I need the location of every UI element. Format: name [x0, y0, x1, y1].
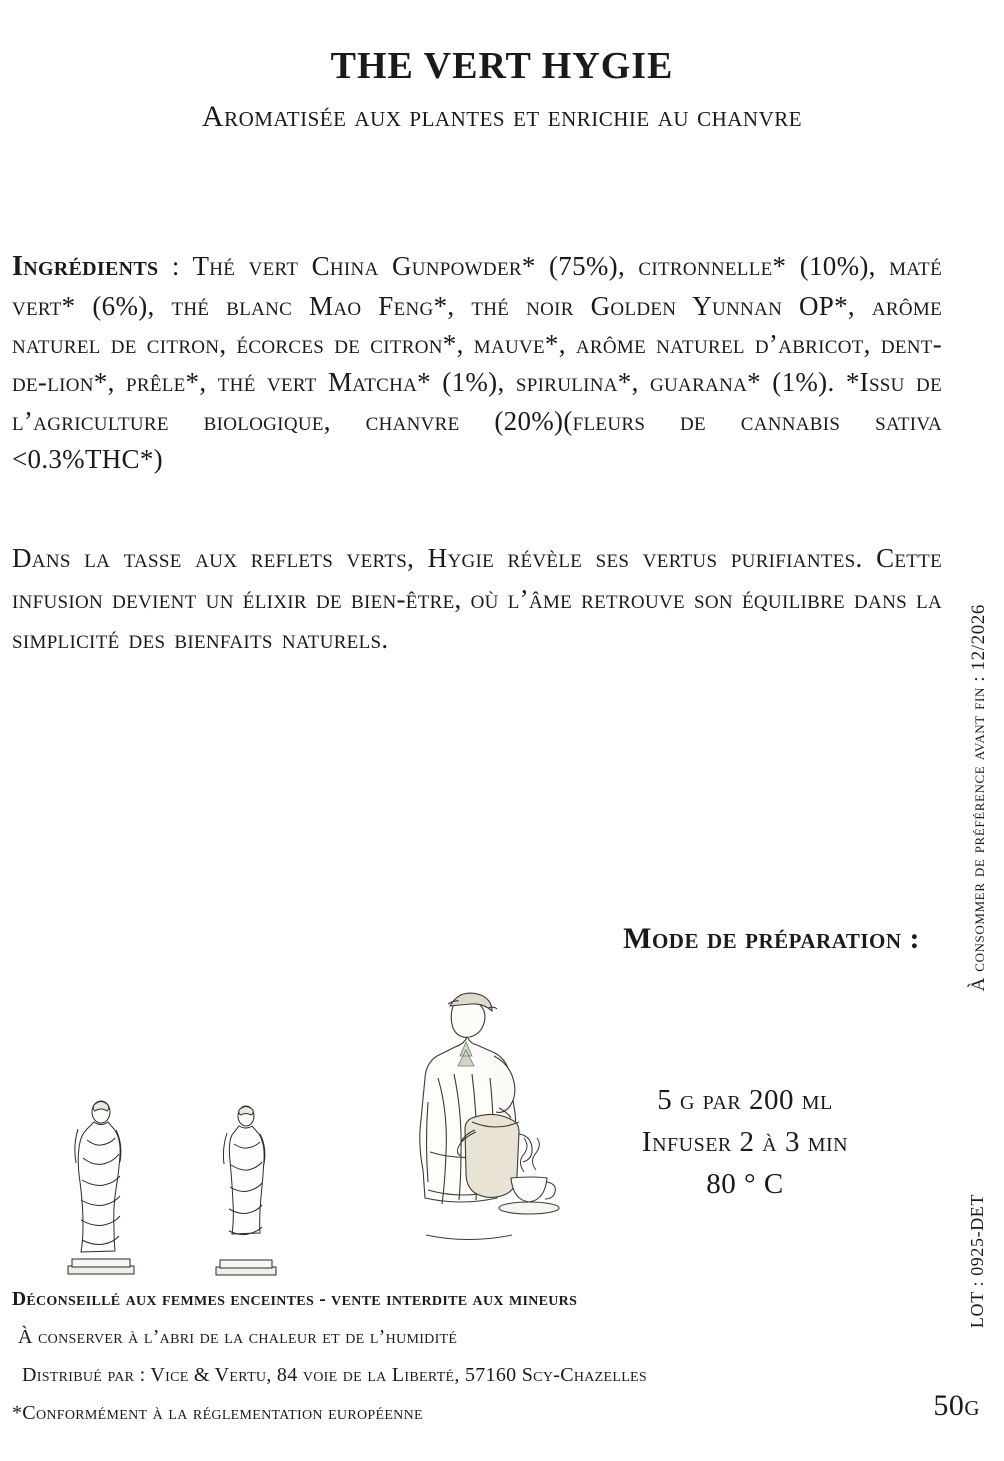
- preparation-title: Mode de préparation :: [623, 922, 920, 955]
- compliance-text: *Conformément à la réglementation européenne: [12, 1402, 423, 1424]
- ingredients-paragraph: [12, 247, 942, 478]
- label-content: [12, 220, 942, 687]
- page-title: THE VERT HYGIE: [330, 45, 674, 87]
- lot-number: LOT : 0925-DET: [967, 1194, 987, 1329]
- statue-figure-icon: [206, 1099, 288, 1282]
- storage-text: À conserver à l’abri de la chaleur et de l’humidité: [18, 1326, 458, 1348]
- preparation-instructions: [580, 1079, 910, 1205]
- statue-woman-icon: [54, 1096, 150, 1281]
- page-subtitle: Aromatisée aux plantes et enrichie au chanvre: [201, 100, 803, 133]
- footer: [12, 1289, 872, 1425]
- preparation-time: Infuser 2 à 3 min: [641, 1126, 849, 1159]
- warning-text: Déconseillé aux femmes enceintes - vente interdite aux mineurs: [12, 1289, 578, 1310]
- ingredients-text: : Thé vert China Gunpowder* (75%), citronnelle* (10%), maté vert* (6%), thé blanc Mao Feng*, thé noir Golden Yunnan OP*, arôme naturel de citron, écorces de citron*, mauve*, arôme naturel d’abricot, dent-de-lion*, prêle*, thé vert Matcha* (1%), spirulina*, guarana* (1%). *Issu de l’agriculture biologique, chanvre (20%)(fleurs de cannabis sativa <0.3%THC*): [12, 251, 942, 475]
- preparation-temperature: 80 ° C: [706, 1168, 784, 1201]
- description-paragraph: Dans la tasse aux reflets verts, Hygie révèle ses vertus purifiantes. Cette infusion devient un élixir de bien-être, où l’âme retrouve son équilibre dans la simplicité des bienfaits naturels.: [12, 543, 942, 655]
- best-before-date: À consommer de préférence avant fin : 12/2026: [968, 604, 989, 992]
- net-weight: 50g: [933, 1389, 980, 1422]
- hygieia-pouring-tea-icon: [368, 982, 568, 1252]
- distributor-text: Distribué par : Vice & Vertu, 84 voie de la Liberté, 57160 Scy-Chazelles: [22, 1364, 647, 1386]
- ingredients-label: Ingrédients: [12, 251, 159, 282]
- preparation-dose: 5 g par 200 ml: [657, 1084, 833, 1116]
